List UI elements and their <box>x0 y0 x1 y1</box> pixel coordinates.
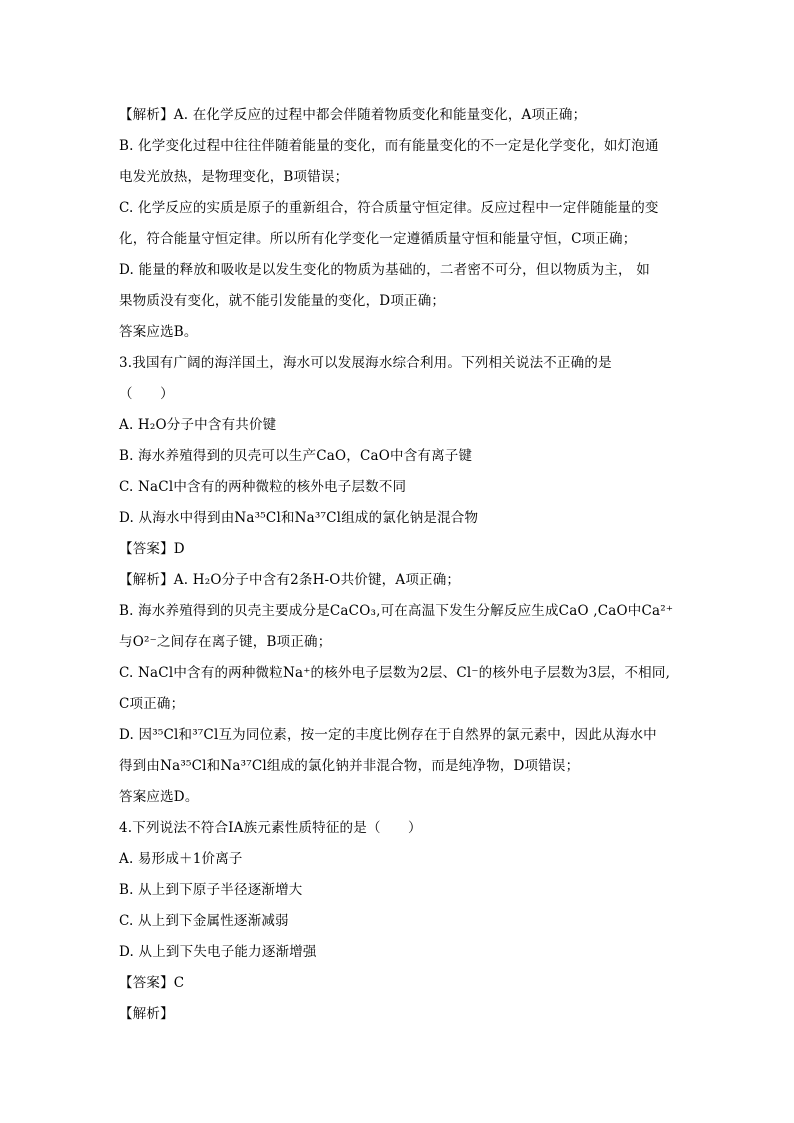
text-line: 【解析】A. 在化学反应的过程中都会伴随着物质变化和能量变化，A项正确； <box>119 107 587 123</box>
analysis-line: D. 因³⁵Cl和³⁷Cl互为同位素，按一定的丰度比例存在于自然界的氯元素中，因此从海水中 <box>119 727 657 743</box>
question-3-stem: 3.我国有广阔的海洋国土，海水可以发展海水综合利用。下列相关说法不正确的是 <box>119 355 612 371</box>
option-a: A. H₂O分子中含有共价键 <box>119 417 277 433</box>
analysis-line: 【解析】A. H₂O分子中含有2条H-O共价键，A项正确； <box>119 572 461 588</box>
text-line: 电发光放热，是物理变化，B项错误； <box>119 169 349 185</box>
answer-line: 答案应选D。 <box>119 789 199 805</box>
analysis-line: B. 海水养殖得到的贝壳主要成分是CaCO₃,可在高温下发生分解反应生成CaO ,CaO中Ca²⁺ <box>119 603 674 619</box>
text-line: 化，符合能量守恒定律。所以所有化学变化一定遵循质量守恒和能量守恒，C项正确； <box>119 231 637 247</box>
text-line: B. 化学变化过程中往往伴随着能量的变化，而有能量变化的不一定是化学变化，如灯泡通 <box>119 138 659 154</box>
analysis-label: 【解析】 <box>119 1006 174 1022</box>
question-4-stem: 4.下列说法不符合IA族元素性质特征的是（ ） <box>119 820 422 836</box>
analysis-line: C项正确； <box>119 696 185 712</box>
text-line: D. 能量的释放和吸收是以发生变化的物质为基础的，二者密不可分，但以物质为主， 如 <box>119 262 650 278</box>
answer-label: 【答案】C <box>119 975 185 991</box>
analysis-line: C. NaCl中含有的两种微粒Na⁺的核外电子层数为2层、Cl⁻的核外电子层数为3层，不相同, <box>119 665 671 681</box>
text-line: 果物质没有变化，就不能引发能量的变化，D项正确； <box>119 293 446 309</box>
question-3-blank: （ ） <box>119 386 174 402</box>
option-b: B. 从上到下原子半径逐渐增大 <box>119 882 303 898</box>
option-a: A. 易形成＋1价离子 <box>119 851 243 867</box>
analysis-line: 得到由Na³⁵Cl和Na³⁷Cl组成的氯化钠并非混合物，而是纯净物，D项错误； <box>119 758 580 774</box>
option-d: D. 从上到下失电子能力逐渐增强 <box>119 944 317 960</box>
answer-line: 答案应选B。 <box>119 324 198 340</box>
option-b: B. 海水养殖得到的贝壳可以生产CaO，CaO中含有离子键 <box>119 448 473 464</box>
text-line: C. 化学反应的实质是原子的重新组合，符合质量守恒定律。反应过程中一定伴随能量的变 <box>119 200 659 216</box>
answer-label: 【答案】D <box>119 541 185 557</box>
analysis-line: 与O²⁻之间存在离子键，B项正确； <box>119 634 332 650</box>
option-c: C. 从上到下金属性逐渐减弱 <box>119 913 289 929</box>
document-body <box>119 100 689 1030</box>
option-c: C. NaCl中含有的两种微粒的核外电子层数不同 <box>119 479 407 495</box>
option-d: D. 从海水中得到由Na³⁵Cl和Na³⁷Cl组成的氯化钠是混合物 <box>119 510 479 526</box>
